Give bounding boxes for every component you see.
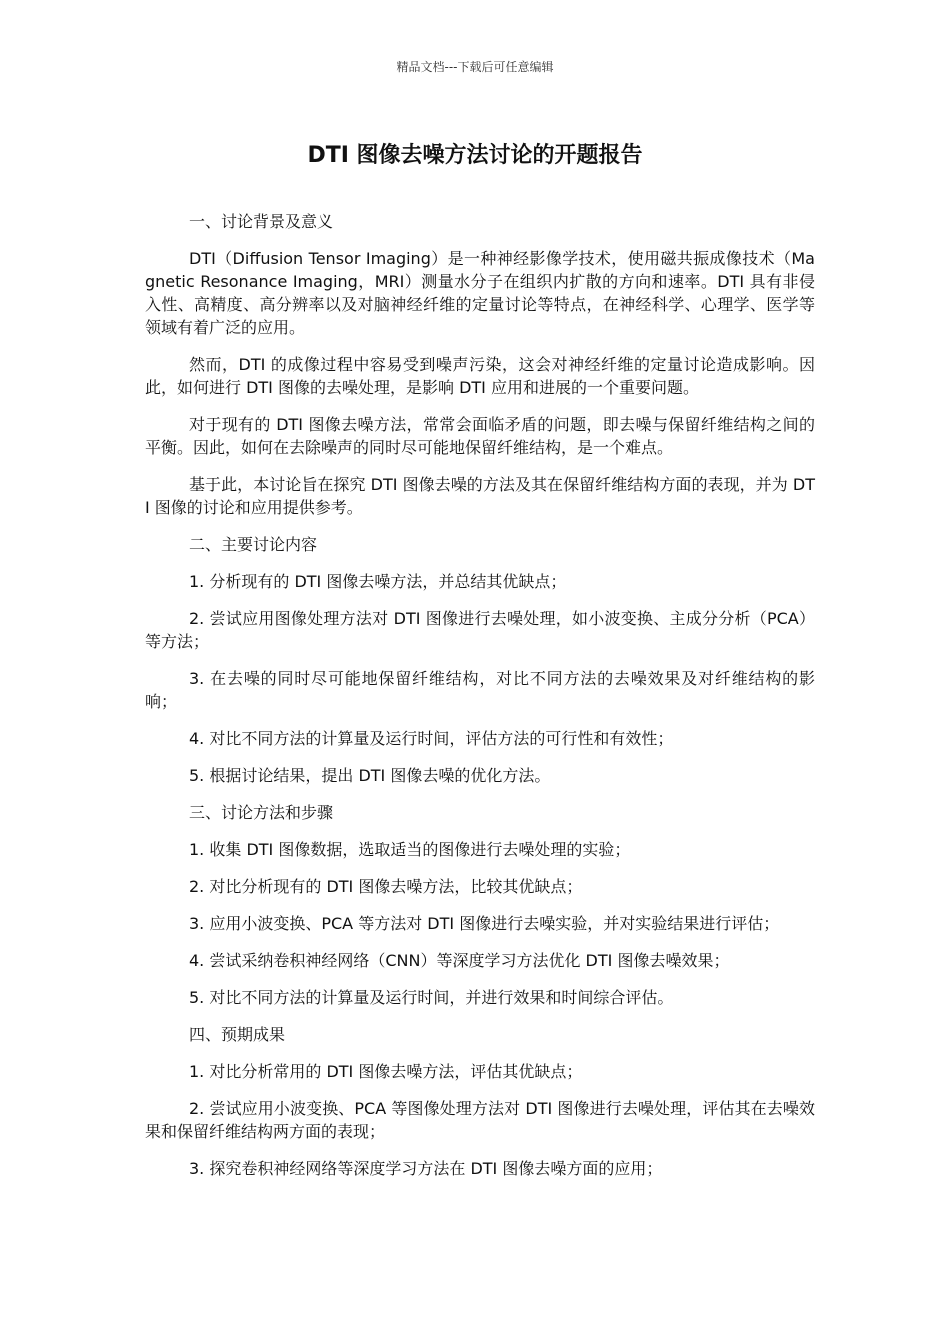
paragraph-noise-problem: 然而，DTI 的成像过程中容易受到噪声污染，这会对神经纤维的定量讨论造成影响。因此，如何进行 DTI 图像的去噪处理，是影响 DTI 应用和进展的一个重要问题。 bbox=[145, 355, 815, 397]
section-heading-methods: 三、讨论方法和步骤 bbox=[189, 803, 334, 822]
section-heading-background: 一、讨论背景及意义 bbox=[189, 212, 334, 231]
list-item: 4. 尝试采纳卷积神经网络（CNN）等深度学习方法优化 DTI 图像去噪效果； bbox=[189, 951, 730, 970]
list-item: 3. 应用小波变换、PCA 等方法对 DTI 图像进行去噪实验，并对实验结果进行评估； bbox=[189, 914, 780, 933]
list-item: 2. 尝试应用小波变换、PCA 等图像处理方法对 DTI 图像进行去噪处理，评估其在去噪效果和保留纤维结构两方面的表现； bbox=[145, 1099, 815, 1141]
list-item: 4. 对比不同方法的计算量及运行时间，评估方法的可行性和有效性； bbox=[189, 729, 674, 748]
document-title: DTI 图像去噪方法讨论的开题报告 bbox=[307, 143, 643, 168]
list-item: 5. 根据讨论结果，提出 DTI 图像去噪的优化方法。 bbox=[189, 766, 551, 785]
paragraph-dti-intro: DTI（Diffusion Tensor Imaging）是一种神经影像学技术，使用磁共振成像技术（Magnetic Resonance Imaging，MRI）测量水分子在组织内扩散的方向和速率。DTI 具有非侵入性、高精度、高分辨率以及对脑神经纤维的定量讨论等特点，在神经科学、心理学、医学等领域有着广泛的应用。 bbox=[145, 249, 815, 337]
section-heading-main-content: 二、主要讨论内容 bbox=[189, 535, 318, 554]
paragraph-tradeoff: 对于现有的 DTI 图像去噪方法，常常会面临矛盾的问题，即去噪与保留纤维结构之间的平衡。因此，如何在去除噪声的同时尽可能地保留纤维结构，是一个难点。 bbox=[145, 415, 815, 457]
paragraph-purpose: 基于此，本讨论旨在探究 DTI 图像去噪的方法及其在保留纤维结构方面的表现，并为 DTI 图像的讨论和应用提供参考。 bbox=[145, 475, 815, 517]
list-item: 1. 分析现有的 DTI 图像去噪方法，并总结其优缺点； bbox=[189, 572, 567, 591]
list-item: 1. 收集 DTI 图像数据，选取适当的图像进行去噪处理的实验； bbox=[189, 840, 631, 859]
page-header: 精品文档---下载后可任意编辑 bbox=[396, 60, 554, 74]
list-item: 3. 在去噪的同时尽可能地保留纤维结构，对比不同方法的去噪效果及对纤维结构的影响； bbox=[145, 669, 815, 711]
list-item: 2. 对比分析现有的 DTI 图像去噪方法，比较其优缺点； bbox=[189, 877, 583, 896]
section-heading-expected-results: 四、预期成果 bbox=[189, 1025, 286, 1044]
list-item: 1. 对比分析常用的 DTI 图像去噪方法，评估其优缺点； bbox=[189, 1062, 583, 1081]
document-body bbox=[145, 210, 815, 1194]
list-item: 5. 对比不同方法的计算量及运行时间，并进行效果和时间综合评估。 bbox=[189, 988, 674, 1007]
list-item: 3. 探究卷积神经网络等深度学习方法在 DTI 图像去噪方面的应用； bbox=[189, 1159, 663, 1178]
list-item: 2. 尝试应用图像处理方法对 DTI 图像进行去噪处理，如小波变换、主成分分析（PCA）等方法； bbox=[145, 609, 815, 651]
